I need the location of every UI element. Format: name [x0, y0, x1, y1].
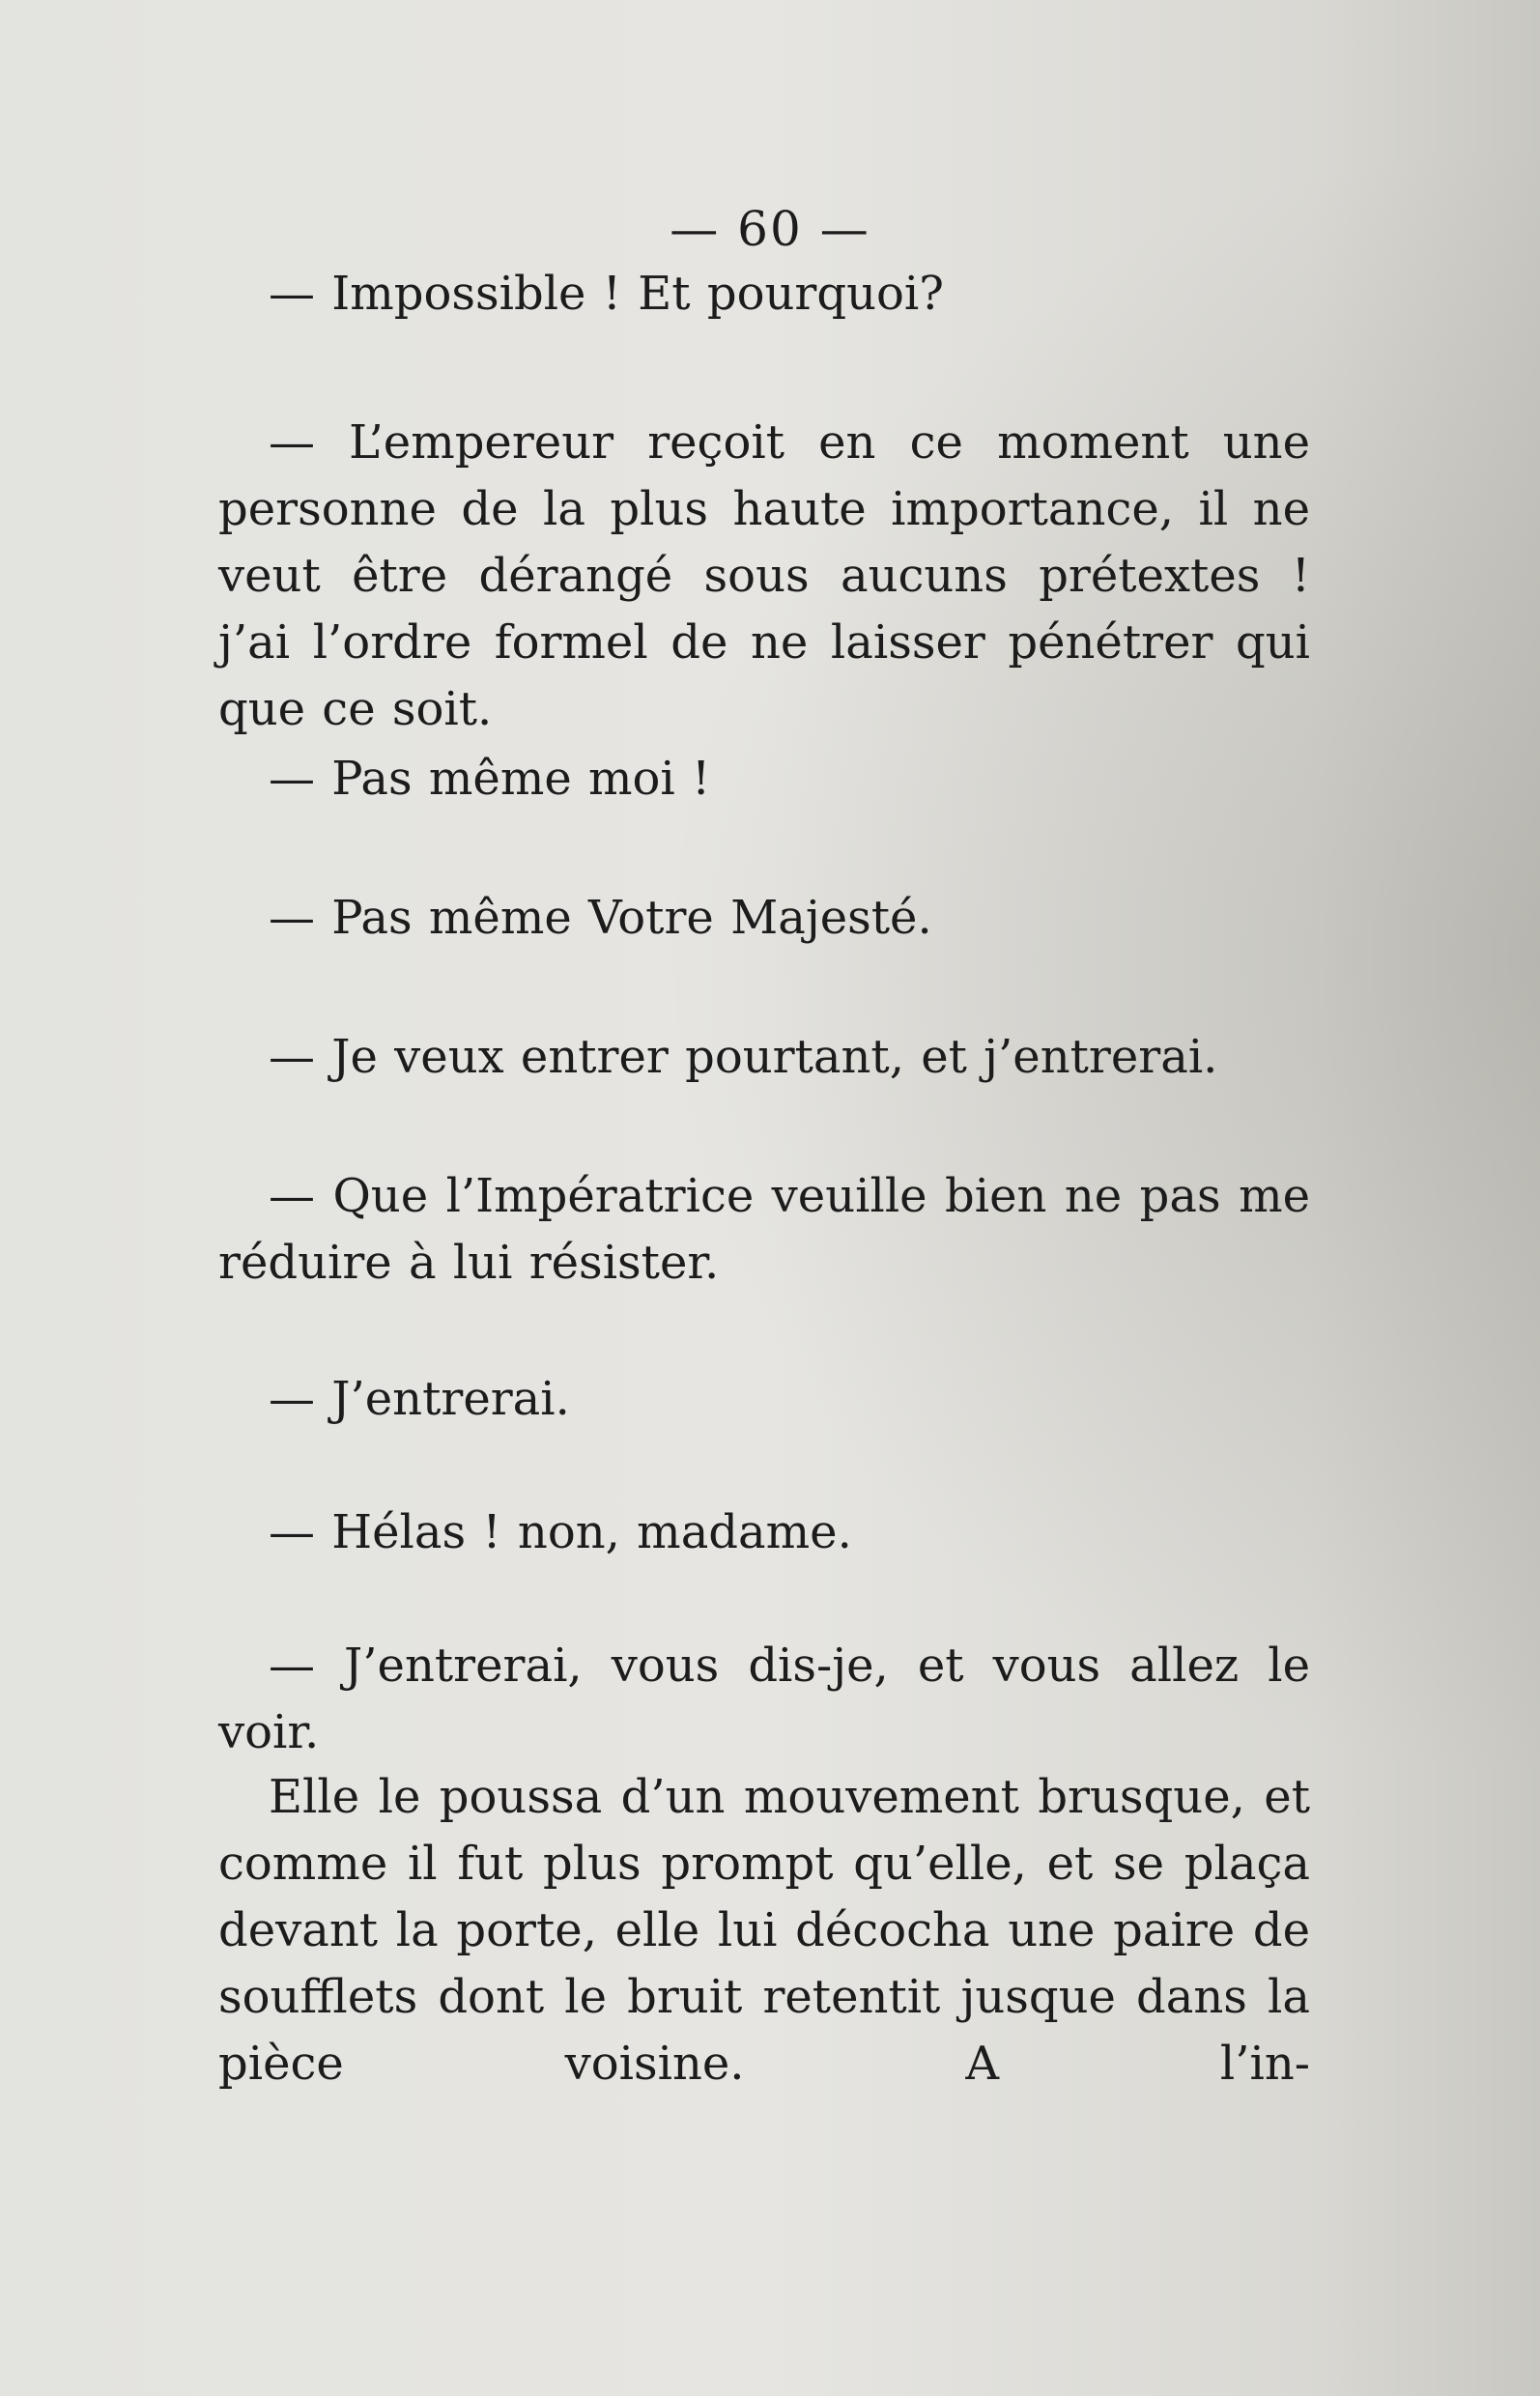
paragraph-10: Elle le poussa d’un mouvement brusque, et comme il fut plus prompt qu’elle, et se plaça devant la porte, elle lui décocha une paire de soufflets dont le bruit retentit jusque dans la pièce voisine. A l’in-	[218, 1770, 1310, 2091]
paragraph-6: — Que l’Impératrice veuille bien ne pas me réduire à lui résister.	[218, 1169, 1310, 1290]
paragraph-5: — Je veux entrer pourtant, et j’entrerai.	[269, 1030, 1218, 1084]
paragraph-4: — Pas même Votre Majesté.	[269, 891, 932, 945]
paragraph-2: — L’empereur reçoit en ce moment une personne de la plus haute importance, il ne veut être dérangé sous aucuns prétextes ! j’ai l’ordre formel de ne laisser pénétrer qui que ce soit.	[218, 415, 1310, 736]
paragraph-3: — Pas même moi !	[269, 752, 711, 806]
paragraph-8: — Hélas ! non, madame.	[269, 1505, 852, 1559]
paragraph-7: — J’entrerai.	[269, 1372, 570, 1426]
page-number: — 60 —	[670, 201, 870, 257]
paragraph-9: — J’entrerai, vous dis-je, et vous allez le voir.	[218, 1639, 1310, 1759]
paragraph-1: — Impossible ! Et pourquoi?	[269, 267, 944, 321]
